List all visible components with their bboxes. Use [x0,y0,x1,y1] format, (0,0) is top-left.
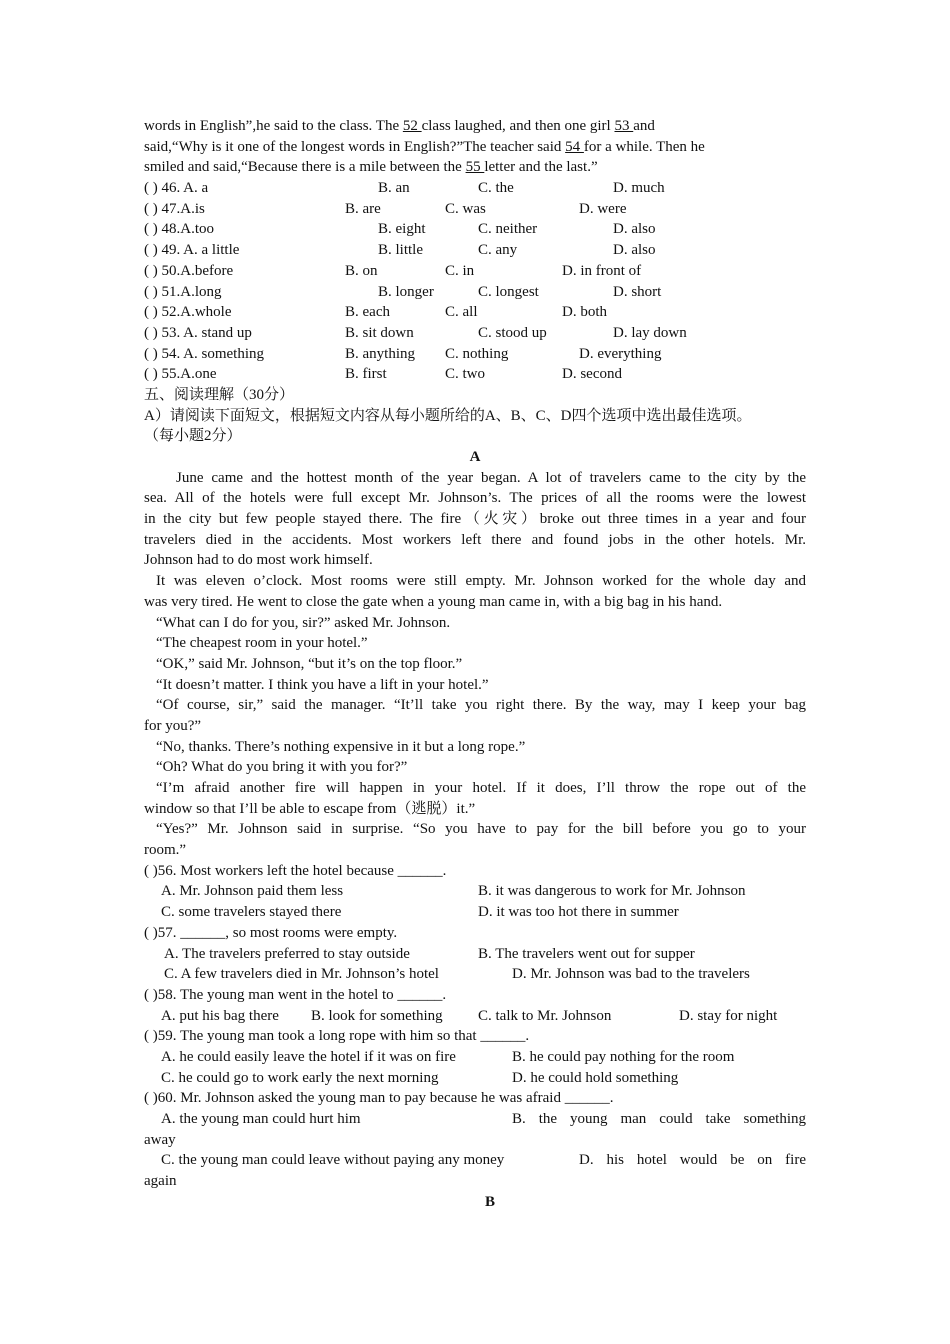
question-57-options-cd [144,964,806,985]
option-b[interactable]: B. The travelers went out for supper [478,945,695,962]
question-60-options-ab [144,1109,806,1130]
question-57-options-ab [144,944,806,965]
passage-line: for you?” [144,717,202,734]
section-instructions: A）请阅读下面短文，根据短文内容从每小题所给的A、B、C、D四个选项中选出最佳选项。 [144,407,752,424]
option-b[interactable]: B. look for something [311,1007,443,1024]
option-row-49: ( ) 49. A. a little B. little C. any D. also [144,242,656,259]
passage-a-heading: A [469,449,481,465]
question-58-stem: ( )58. The young man went in the hotel to ______. [144,986,447,1003]
worksheet-page [144,116,806,1212]
option-row-50: ( ) 50.A.before B. on C. in D. in front of [144,262,642,279]
option-c[interactable]: C. some travelers stayed there [161,904,342,921]
question-60-option-b-wrap: away [144,1131,176,1148]
option-c[interactable]: C. talk to Mr. Johnson [478,1007,612,1024]
passage-line: “Oh? What do you bring it with you for?” [156,759,408,776]
option-a[interactable]: A. The travelers preferred to stay outside [164,945,410,962]
option-c[interactable]: C. he could go to work early the next morning [161,1069,439,1086]
option-row-53: ( ) 53. A. stand up B. sit down C. stood up D. lay down [144,324,687,341]
passage-line: “Of course, sir,” said the manager. “It’ll take you right there. By the way, may I keep your bag [156,697,806,714]
option-d[interactable]: D. Mr. Johnson was bad to the travelers [512,966,750,983]
passage-line: “I’m afraid another fire will happen in your hotel. If it does, I’ll throw the rope out of the [156,780,806,796]
option-d[interactable]: D. he could hold something [512,1069,679,1086]
blank-54: 54 [565,138,584,155]
question-59-options-cd [144,1068,806,1089]
blank-55: 55 [465,159,485,176]
passage-b-heading: B [484,1193,495,1210]
passage-line: window so that I’ll be able to escape from（逃脱）it.” [144,800,476,817]
passage-line: was very tired. He went to close the gate when a young man came in, with a big bag in his hand. [144,593,723,610]
question-57-stem: ( )57. ______, so most rooms were empty. [144,924,398,941]
option-b[interactable]: B. he could pay nothing for the room [512,1048,735,1065]
passage-line: “What can I do for you, sir?” asked Mr. Johnson. [156,614,451,631]
section-points-note: （每小题2分） [144,428,242,445]
passage-line: room.” [144,842,187,859]
option-d[interactable]: D. his hotel would be on fire [579,1152,806,1169]
question-59-options-ab [144,1047,806,1068]
question-60-options-cd [144,1150,806,1171]
question-58-options [144,1006,806,1027]
passage-line: “No, thanks. There’s nothing expensive in it but a long rope.” [156,738,526,755]
option-row-48: ( ) 48.A.too B. eight C. neither D. also [144,221,656,238]
question-56-options-ab [144,881,806,902]
passage-line: in the city but few people stayed there. The fire（火灾）broke out three times in a year and four [144,511,806,528]
option-a[interactable]: A. the young man could hurt him [161,1111,361,1127]
passage-line: travelers died in the accidents. Most workers left there and found jobs in the other hotels. Mr. [144,531,806,548]
option-row-55: ( ) 55.A.one B. first C. two D. second [144,366,622,383]
option-row-46: ( ) 46. A. a B. an C. the D. much [144,180,665,197]
passage-line: It was eleven o’clock. Most rooms were still empty. Mr. Johnson worked for the whole day and [156,573,806,590]
option-c[interactable]: C. A few travelers died in Mr. Johnson’s hotel [164,966,439,983]
passage-line: sea. All of the hotels were full except Mr. Johnson’s. The prices of all the rooms were the lowest [144,490,806,507]
question-56-options-cd [144,902,806,923]
option-b[interactable]: B. the young man could take something [512,1111,806,1127]
passage-line: “The cheapest room in your hotel.” [156,635,368,652]
question-60-stem: ( )60. Mr. Johnson asked the young man to pay because he was afraid ______. [144,1090,614,1107]
cloze-line-3: smiled and said,“Because there is a mile between the 55 letter and the last.” [144,159,598,176]
question-59-stem: ( )59. The young man took a long rope with him so that ______. [144,1028,530,1045]
option-d[interactable]: D. it was too hot there in summer [478,904,679,921]
option-d[interactable]: D. stay for night [679,1007,778,1024]
question-60-option-d-wrap: again [144,1173,177,1190]
option-a[interactable]: A. put his bag there [161,1007,279,1024]
passage-line: “Yes?” Mr. Johnson said in surprise. “So you have to pay for the bill before you go to your [156,821,806,838]
option-row-54: ( ) 54. A. something B. anything C. nothing D. everything [144,345,662,362]
option-row-51: ( ) 51.A.long B. longer C. longest D. short [144,283,662,300]
passage-line: Johnson had to do most work himself. [144,552,373,569]
section-title: 五、阅读理解（30分） [144,386,295,403]
option-a[interactable]: A. Mr. Johnson paid them less [161,883,344,900]
cloze-line-2: said,“Why is it one of the longest words in English?”The teacher said 54 for a while. Then he [144,138,705,155]
option-row-52: ( ) 52.A.whole B. each C. all D. both [144,304,607,321]
passage-line: “OK,” said Mr. Johnson, “but it’s on the top floor.” [156,655,463,672]
blank-53: 53 [614,118,634,134]
blank-52: 52 [402,118,422,134]
question-56-stem: ( )56. Most workers left the hotel because ______. [144,862,447,879]
option-c[interactable]: C. the young man could leave without paying any money [161,1152,505,1169]
passage-line: June came and the hottest month of the year began. A lot of travelers came to the city by the [176,469,806,486]
option-a[interactable]: A. he could easily leave the hotel if it was on fire [161,1048,456,1065]
option-row-47: ( ) 47.A.is B. are C. was D. were [144,200,627,217]
option-b[interactable]: B. it was dangerous to work for Mr. Johnson [478,883,746,900]
passage-line: “It doesn’t matter. I think you have a lift in your hotel.” [156,676,489,693]
cloze-line-1: words in English”,he said to the class. The 52 class laughed, and then one girl 53 and [144,118,655,134]
